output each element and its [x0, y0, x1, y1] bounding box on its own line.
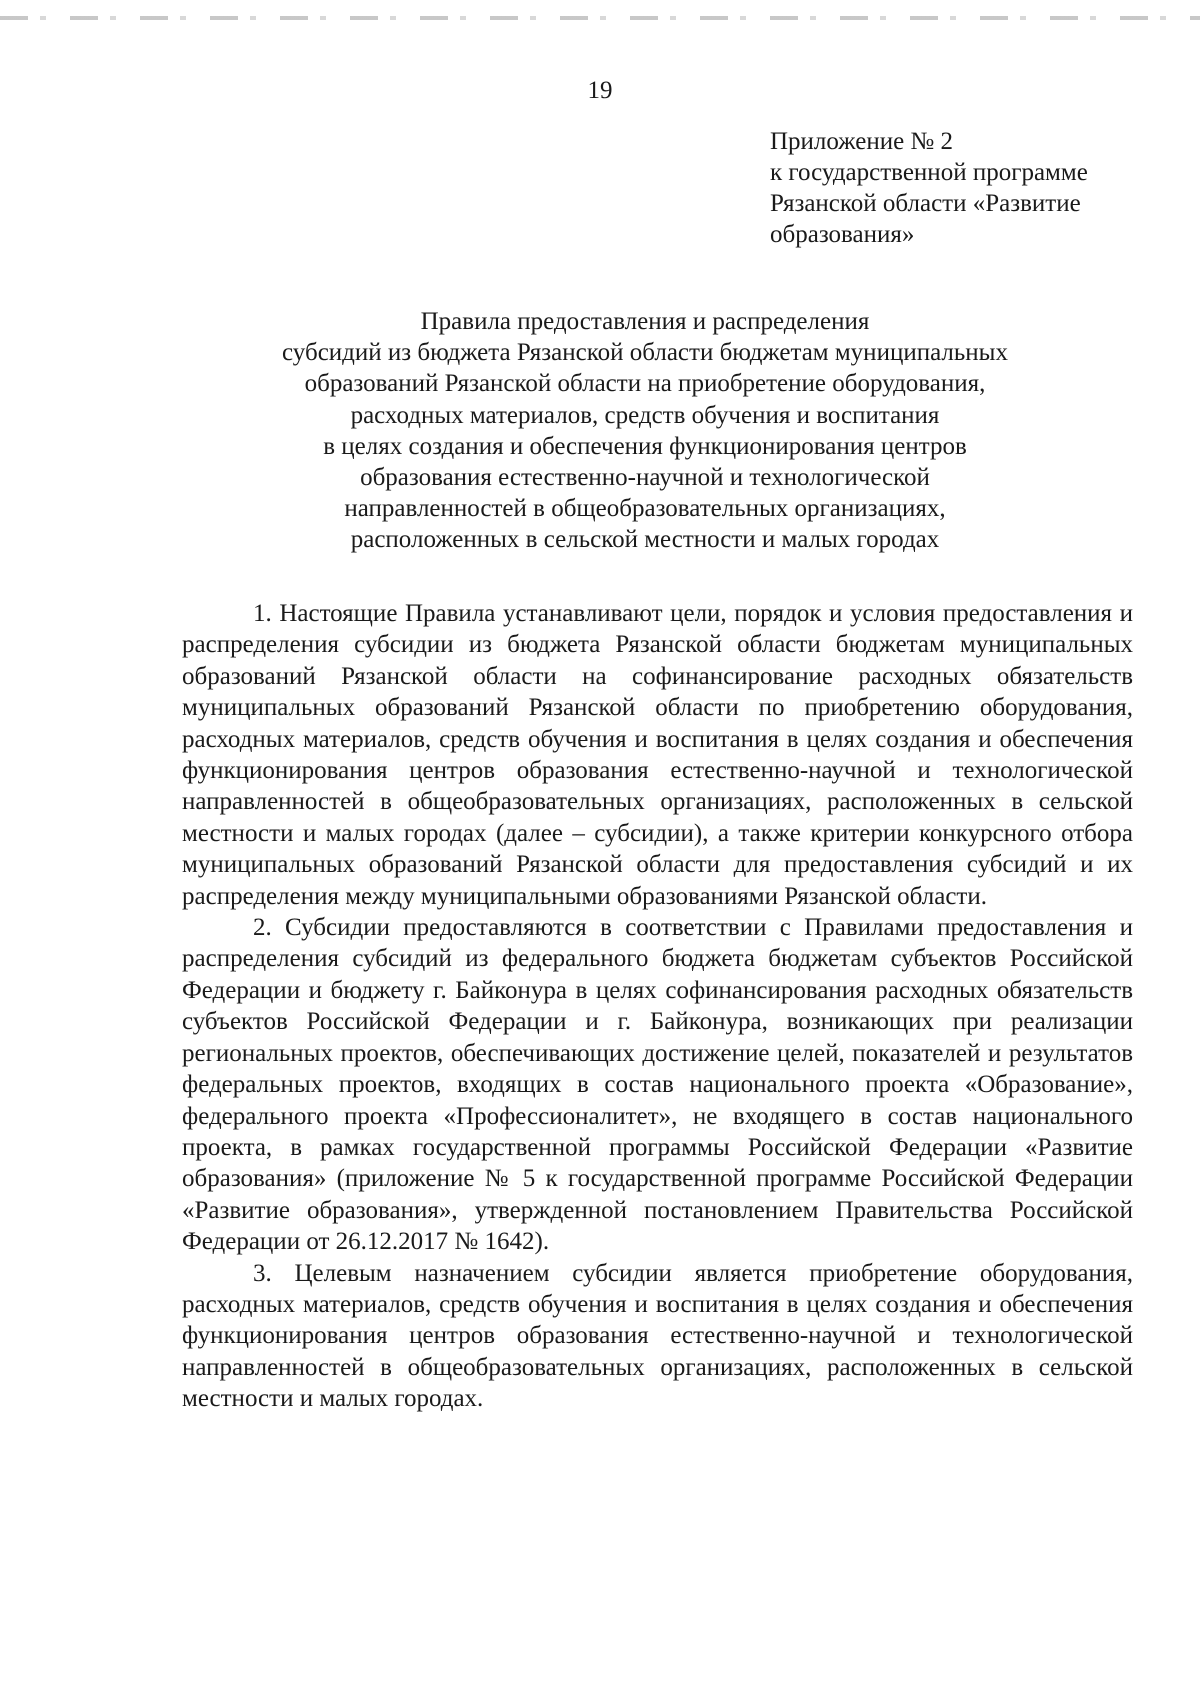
appendix-line: Рязанской области «Развитие — [770, 190, 1081, 217]
title-line: расходных материалов, средств обучения и воспитания — [350, 401, 940, 429]
title-line: субсидий из бюджета Рязанской области бюджетам муниципальных — [282, 339, 1008, 367]
title-line: в целях создания и обеспечения функционирования центров — [323, 432, 967, 460]
page-number: 19 — [587, 77, 613, 104]
paragraph-1: 1. Настоящие Правила устанавливают цели, порядок и условия предоставления и распределения субсидии из бюджета Рязанской области бюджетам муниципальных образований Рязанской области на софинансирование расходных обязательств муниципальных образований Рязанской области по приобретению оборудования, расходных материалов, средств обучения и воспитания в целях создания и обеспечения функционирования центров образования естественно-научной и технологической направленностей в общеобразовательных организациях, расположенных в сельской местности и малых городах (далее – субсидии), а также критерии конкурсного отбора муниципальных образований Рязанской области для предоставления субсидий и их распределения между муниципальными образованиями Рязанской области. — [182, 600, 1133, 910]
title-line: образования естественно-научной и технологической — [360, 464, 930, 492]
body-text — [182, 598, 1133, 1415]
paragraph-2: 2. Субсидии предоставляются в соответствии с Правилами предоставления и распределения субсидий из федерального бюджета бюджетам субъектов Российской Федерации и бюджету г. Байконура в целях софинансирования расходных обязательств субъектов Российской Федерации и г. Байконура, возникающих при реализации региональных проектов, обеспечивающих достижение целей, показателей и результатов федеральных проектов, входящих в состав национального проекта «Образование», федерального проекта «Профессионалитет», не входящего в состав национального проекта, в рамках государственной программы Российской Федерации «Развитие образования» (приложение № 5 к государственной программе Российской Федерации «Развитие образования», утвержденной постановлением Правительства Российской Федерации от 26.12.2017 № 1642). — [182, 914, 1133, 1256]
title-line: Правила предоставления и распределения — [420, 308, 870, 335]
scan-edge-artifact — [0, 16, 1200, 20]
appendix-line: Приложение № 2 — [770, 128, 954, 155]
title-line: образований Рязанской области на приобретение оборудования, — [304, 370, 986, 398]
document-title — [150, 306, 1140, 556]
appendix-reference — [770, 126, 1170, 250]
title-line: расположенных в сельской местности и малых городах — [350, 526, 940, 554]
paragraph-3: 3. Целевым назначением субсидии является приобретение оборудования, расходных материалов, средств обучения и воспитания в целях создания и обеспечения функционирования центров образования естественно-научной и технологической направленностей в общеобразовательных организациях, расположенных в сельской местности и малых городах. — [182, 1259, 1133, 1413]
appendix-line: к государственной программе — [770, 159, 1088, 186]
title-line: направленностей в общеобразовательных организациях, — [344, 495, 946, 523]
appendix-line: образования» — [770, 221, 915, 248]
